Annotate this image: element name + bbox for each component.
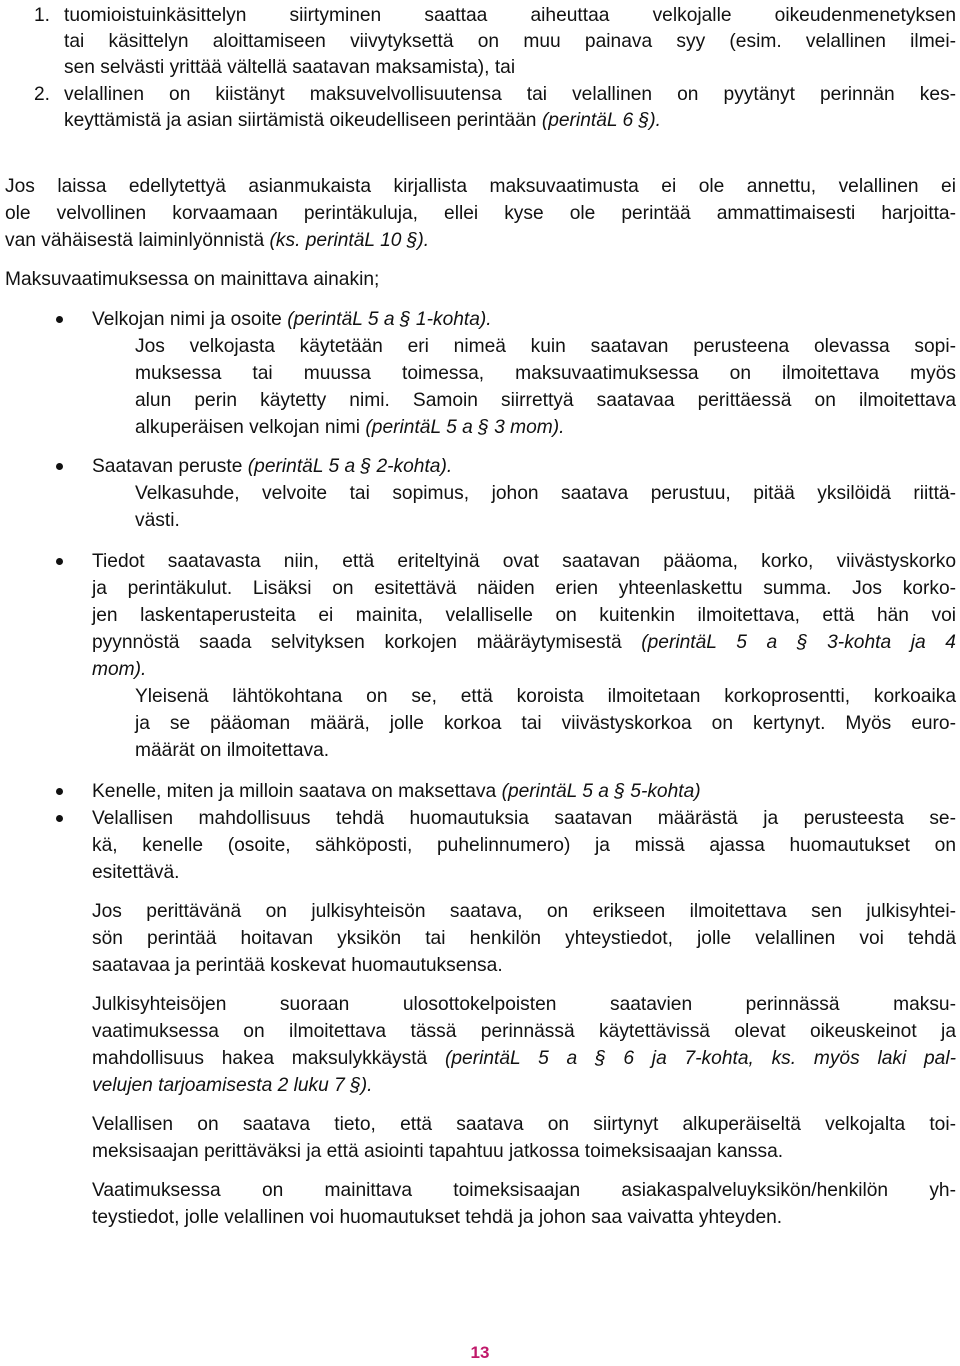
bullet-2-sub-line-2: västi. <box>135 510 180 531</box>
block-2-line-2: vaatimuksessa on ilmoitettava tässä perinnässä käytettävissä olevat oikeuskeinot ja <box>92 1021 956 1042</box>
bullet-3-sub-line-1: Yleisenä lähtökohtana on se, että koroista ilmoitetaan korkoprosentti, korkoaika <box>135 686 956 707</box>
bullet-3-line-3: jen laskentaperusteita ei mainita, velalliselle on kuitenkin ilmoitettava, että hän voi <box>92 605 956 626</box>
intro-text: Maksuvaatimuksessa on mainittava ainakin; <box>5 269 380 290</box>
list-item-2-line-1: velallinen on kiistänyt maksuvelvollisuutensa tai velallinen on pyytänyt perinnän kes- <box>64 84 956 105</box>
law-reference: (perintäL 6 §). <box>541 110 661 131</box>
block-3-line-1: Velallisen on saatava tieto, että saatava on siirtynyt alkuperäiseltä velkojalta toi- <box>92 1114 956 1135</box>
list-number-2: 2. <box>34 84 51 105</box>
law-reference: (perintäL 5 a § 2-kohta). <box>247 456 453 477</box>
bullet-5-line-2: kä, kenelle (osoite, sähköposti, puhelinnumero) ja missä ajassa huomautukset on <box>92 835 956 856</box>
bullet-1-sub-line-1: Jos velkojasta käytetään eri nimeä kuin saatavan perusteena olevassa sopi- <box>135 336 956 357</box>
list-number-1: 1. <box>34 5 51 26</box>
law-reference: (perintäL 5 a § 5-kohta) <box>501 781 701 802</box>
bullet-1-sub-line-3: alun perin käytetty nimi. Samoin siirrettyä saatavaa perittäessä on ilmoitettava <box>135 390 956 411</box>
page-number: 13 <box>470 1343 490 1362</box>
bullet-5-line-1: Velallisen mahdollisuus tehdä huomautuksia saatavan määrästä ja perusteesta se- <box>92 808 956 829</box>
bullet-1-head: Velkojan nimi ja osoite (perintäL 5 a § 1-kohta). <box>92 309 492 330</box>
bullet-1-sub-line-4: alkuperäisen velkojan nimi (perintäL 5 a § 3 mom). <box>135 417 565 438</box>
bullet-dot-3 <box>56 558 63 565</box>
law-reference: (perintäL 5 a § 3-kohta ja 4 <box>641 632 956 653</box>
bullet-5-line-3: esitettävä. <box>92 862 180 883</box>
para1-line-2: ole velvollinen korvaamaan perintäkuluja, ellei kyse ole perintää ammattimaisesti harjoitta- <box>5 203 956 224</box>
para1-line-1: Jos laissa edellytettyä asianmukaista kirjallista maksuvaatimusta ei ole annettu, velallinen ei <box>5 176 956 197</box>
law-reference: mom). <box>92 659 147 680</box>
list-item-1-line-2: tai käsittelyn aloittamiseen viivytyksettä on muu painava syy (esim. velallinen ilmei- <box>64 31 956 52</box>
bullet-3-line-4: pyynnöstä saada selvityksen korkojen määräytymisestä (perintäL 5 a § 3-kohta ja 4 <box>92 632 956 653</box>
bullet-dot-2 <box>56 463 63 470</box>
bullet-3-sub-line-3: määrät on ilmoitettava. <box>135 740 330 761</box>
block-2-line-1: Julkisyhteisöjen suoraan ulosottokelpoisten saatavien perinnässä maksu- <box>92 994 956 1015</box>
block-4-line-1: Vaatimuksessa on mainittava toimeksisaajan asiakaspalveluyksikön/henkilön yh- <box>92 1180 956 1201</box>
law-reference: velujen tarjoamisesta 2 luku 7 §). <box>92 1075 373 1096</box>
law-reference: (perintäL 5 a § 6 ja 7-kohta, ks. myös laki pal- <box>444 1048 956 1069</box>
bullet-2-sub-line-1: Velkasuhde, velvoite tai sopimus, johon saatava perustuu, pitää yksilöidä riittä- <box>135 483 956 504</box>
block-1-line-2: sön perintää hoitavan yksikön tai henkilön yhteystiedot, jolle velallinen voi tehdä <box>92 928 956 949</box>
block-1-line-3: saatavaa ja perintää koskevat huomautuksensa. <box>92 955 503 976</box>
bullet-1-sub-line-2: muksessa tai muussa toimessa, maksuvaatimuksessa on ilmoitettava myös <box>135 363 956 384</box>
block-2-line-3: mahdollisuus hakea maksulykkäystä (perintäL 5 a § 6 ja 7-kohta, ks. myös laki pal- <box>92 1048 956 1069</box>
block-1-line-1: Jos perittävänä on julkisyhteisön saatava, on erikseen ilmoitettava sen julkisyhtei- <box>92 901 956 922</box>
block-2-line-4 <box>92 1073 373 1099</box>
para1-line-3: van vähäisestä laiminlyönnistä (ks. perintäL 10 §). <box>5 230 430 251</box>
bullet-dot-5 <box>56 815 63 822</box>
bullet-2-head: Saatavan peruste (perintäL 5 a § 2-kohta). <box>92 456 453 477</box>
law-reference: (perintäL 5 a § 3 mom). <box>365 417 565 438</box>
bullet-dot-1 <box>56 316 63 323</box>
bullet-3-line-1: Tiedot saatavasta niin, että eriteltyinä ovat saatavan pääoma, korko, viivästyskorko <box>92 551 956 572</box>
list-item-2-line-2: keyttämistä ja asian siirtämistä oikeudelliseen perintään (perintäL 6 §). <box>64 110 661 131</box>
block-3-line-2: meksisaajan perittäväksi ja että asiointi tapahtuu jatkossa toimeksisaajan kanssa. <box>92 1141 784 1162</box>
bullet-3-line-5 <box>92 657 146 683</box>
law-reference: (perintäL 5 a § 1-kohta). <box>287 309 492 330</box>
bullet-4-head: Kenelle, miten ja milloin saatava on maksettava (perintäL 5 a § 5-kohta) <box>92 781 701 802</box>
law-reference: (ks. perintäL 10 §). <box>269 230 430 251</box>
bullet-dot-4 <box>56 788 63 795</box>
list-item-1-line-3: sen selvästi yrittää vältellä saatavan maksamista), tai <box>64 57 516 78</box>
list-item-1-line-1: tuomioistuinkäsittelyn siirtyminen saattaa aiheuttaa velkojalle oikeudenmenetyksen <box>64 5 956 26</box>
bullet-3-sub-line-2: ja se pääoman määrä, jolle korkoa tai viivästyskorkoa on kertynyt. Myös euro- <box>135 713 956 734</box>
block-4-line-2: teystiedot, jolle velallinen voi huomautukset tehdä ja johon saa vaivatta yhteyden. <box>92 1207 783 1228</box>
bullet-3-line-2: ja perintäkulut. Lisäksi on esitettävä näiden erien yhteenlaskettu summa. Jos korko- <box>92 578 956 599</box>
